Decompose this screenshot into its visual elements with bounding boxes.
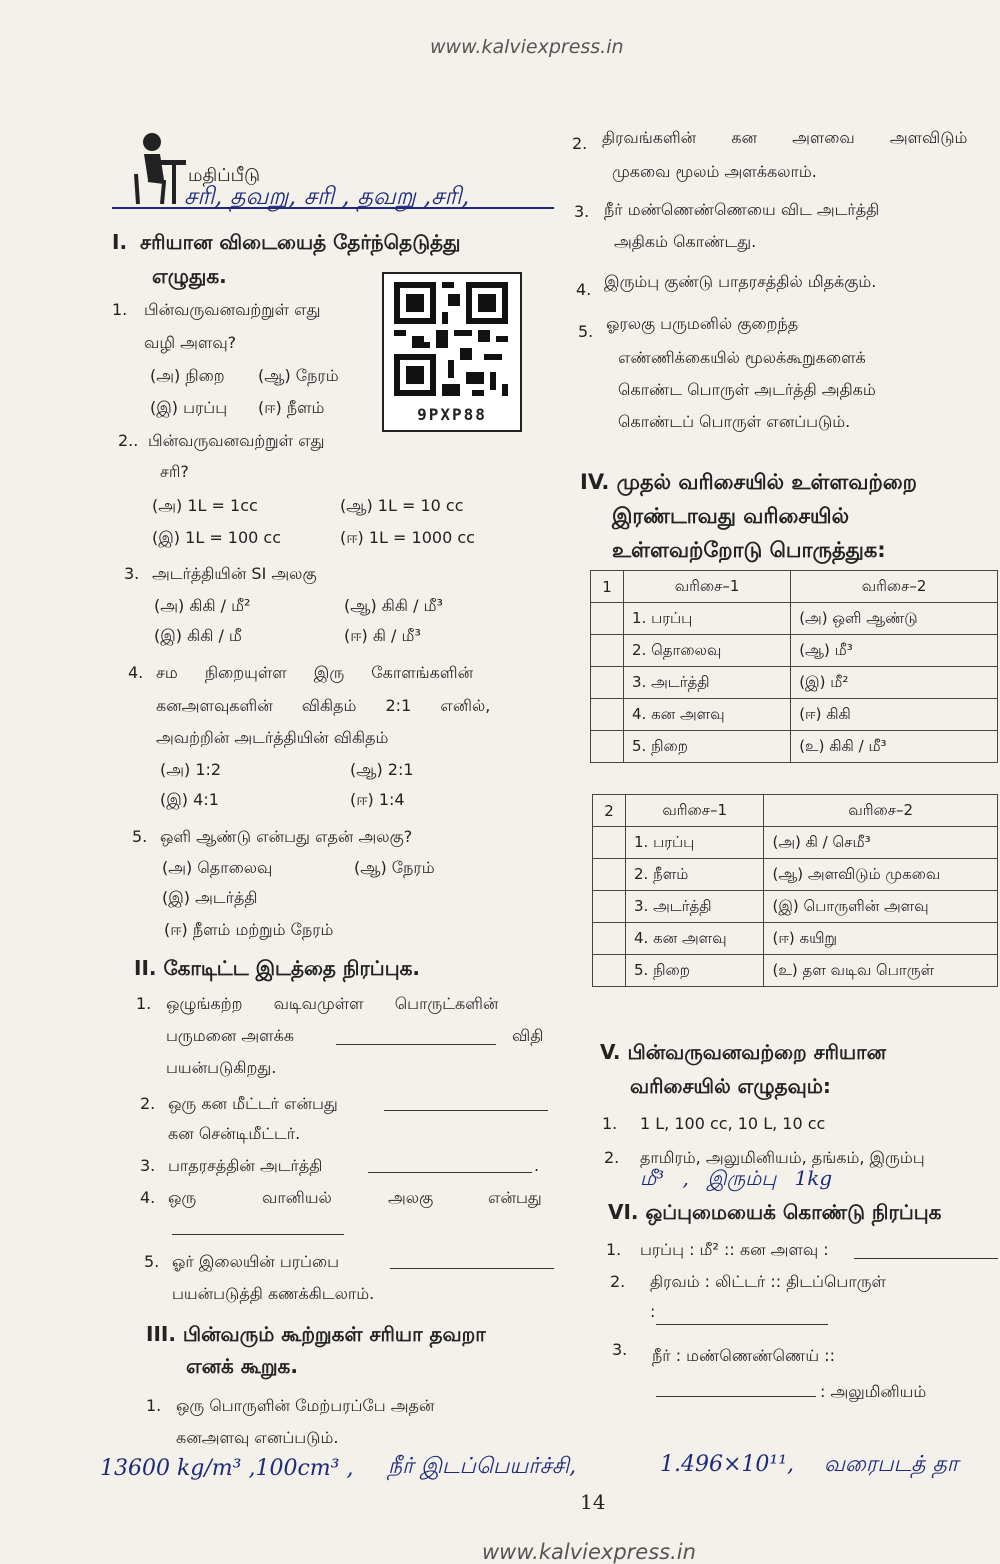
q5-number: 5. [132, 827, 148, 846]
table1-header-col2: வரிசை–2 [791, 571, 998, 603]
hand-answer-3: 1.496×10¹¹, [660, 1452, 795, 1477]
table2-row3-col2: (இ) பொருளின் அளவு [764, 891, 998, 923]
table1-row3-col2: (இ) மீ² [791, 667, 998, 699]
table1-row5-col2: (உ) கிகி / மீ³ [791, 731, 998, 763]
q1-text: பின்வருவனவற்றுள் எது [144, 300, 321, 319]
hand-answer-2: நீர் இடப்பெயர்ச்சி, [388, 1454, 577, 1479]
table1-header-col1: வரிசை–1 [624, 571, 791, 603]
s3q4-text: இரும்பு குண்டு பாதரசத்தில் மிதக்கும். [604, 272, 877, 291]
table1-row5-col1: 5. நிறை [624, 731, 791, 763]
s5q2-text: தாமிரம், அலுமினியம், தங்கம், இரும்பு [640, 1148, 925, 1167]
table2-row2-col1: 2. நீளம் [626, 859, 764, 891]
q4-text-line2: கனஅளவுகளின் விகிதம் 2:1 எனில், [156, 696, 491, 715]
table1-row-spacer [591, 731, 624, 763]
table2-row2-col2: (ஆ) அளவிடும் முகவை [764, 859, 998, 891]
intro-title: மதிப்பீடு [188, 165, 261, 186]
table1-row1-col1: 1. பரப்பு [624, 603, 791, 635]
table1-row1-col2: (அ) ஒளி ஆண்டு [791, 603, 998, 635]
table1-row-spacer [591, 667, 624, 699]
sec4-title: IV. முதல் வரிசையில் உள்ளவற்றை [580, 470, 917, 494]
q2-option-c: (இ) 1L = 100 cc [152, 528, 282, 547]
qr-pattern [394, 282, 508, 396]
s2q3-blank[interactable] [368, 1172, 532, 1173]
s3q1-text-line2: கனஅளவு எனப்படும். [176, 1428, 339, 1447]
q3-text: அடர்த்தியின் SI அலகு [152, 564, 317, 583]
s2q2-text: ஒரு கன மீட்டர் என்பது [168, 1094, 338, 1113]
table2-row-spacer [593, 859, 626, 891]
s3q2-text: திரவங்களின் கன அளவை அளவிடும் [602, 128, 968, 147]
s2q5-number: 5. [144, 1252, 160, 1271]
q4-text: சம நிறையுள்ள இரு கோளங்களின் [156, 663, 474, 682]
s2q2-number: 2. [140, 1094, 156, 1113]
s2q2-text-line2: கன சென்டிமீட்டர். [168, 1124, 301, 1143]
s6q1-text: பரப்பு : மீ² :: கன அளவு : [640, 1240, 829, 1259]
s2q4-word4: என்பது [488, 1188, 542, 1207]
q4-option-a: (அ) 1:2 [160, 760, 222, 779]
s2q1-text-line3: பயன்படுகிறது. [166, 1058, 277, 1077]
s2q4-word1: ஒரு [168, 1188, 197, 1207]
q5-text: ஒளி ஆண்டு என்பது எதன் அலகு? [160, 827, 413, 846]
s6q3-text: நீர் : மண்ணெண்ணெய் :: [652, 1346, 835, 1365]
sec5-title-line2: வரிசையில் எழுதவும்: [630, 1074, 831, 1098]
s2q2-blank[interactable] [384, 1110, 548, 1111]
match-table-2 [592, 794, 998, 987]
s5-handwritten-answer: மீ³ , இரும்பு 1kg [640, 1166, 833, 1190]
q3-number: 3. [124, 564, 140, 583]
s6q3-text-line2: : அலுமினியம் [820, 1382, 927, 1401]
q3-option-c: (இ) கிகி / மீ [154, 626, 242, 645]
s6q2-text: திரவம் : லிட்டர் :: திடப்பொருள் [650, 1272, 886, 1291]
table2-row-spacer [593, 923, 626, 955]
table1-row-spacer [591, 635, 624, 667]
s2q4-word2: வானியல் [262, 1188, 332, 1207]
s3q1-text: ஒரு பொருளின் மேற்பரப்பே அதன் [176, 1396, 435, 1415]
s3q5-text-line2: எண்ணிக்கையில் மூலக்கூறுகளைக் [618, 348, 866, 367]
footer-url: www.kalviexpress.in [482, 1540, 696, 1564]
sec4-title-line3: உள்ளவற்றோடு பொருத்துக: [612, 538, 886, 562]
s3q2-number: 2. [572, 134, 588, 153]
s3q5-text-line3: கொண்ட பொருள் அடர்த்தி அதிகம் [618, 380, 876, 399]
s2q3-text: பாதரசத்தின் அடர்த்தி [168, 1156, 323, 1175]
table1-row4-col2: (ஈ) கிகி [791, 699, 998, 731]
table2-row5-col2: (உ) தள வடிவ பொருள் [764, 955, 998, 987]
s5q1-text: 1 L, 100 cc, 10 L, 10 cc [640, 1114, 826, 1133]
q2-option-b: (ஆ) 1L = 10 cc [340, 496, 464, 515]
s2q3-end: . [534, 1156, 540, 1175]
s6q1-number: 1. [606, 1240, 622, 1259]
table1-row3-col1: 3. அடர்த்தி [624, 667, 791, 699]
q1-number: 1. [112, 300, 128, 319]
s6q3-blank[interactable] [656, 1396, 816, 1397]
q5-option-d: (ஈ) நீளம் மற்றும் நேரம் [164, 920, 334, 939]
table2-row1-col2: (அ) கி / செமீ³ [764, 827, 998, 859]
sec2-title: II. கோடிட்ட இடத்தை நிரப்புக. [134, 956, 420, 980]
q2-option-d: (ஈ) 1L = 1000 cc [340, 528, 475, 547]
s5q2-number: 2. [604, 1148, 620, 1167]
s3q5-number: 5. [578, 322, 594, 341]
s2q1-blank[interactable] [336, 1044, 496, 1045]
s2q5-text: ஓர் இலையின் பரப்பை [172, 1252, 339, 1271]
q5-option-a: (அ) தொலைவு [162, 858, 273, 877]
s6q2-blank[interactable] [656, 1324, 828, 1325]
qr-code-label: 9PXP88 [417, 405, 487, 424]
hand-answer-1: 13600 kg/m³ ,100cm³ , [100, 1456, 354, 1481]
s6q1-blank[interactable] [854, 1258, 998, 1259]
s2q1-number: 1. [136, 994, 152, 1013]
q2-text: பின்வருவனவற்றுள் எது [148, 431, 325, 450]
table1-row-spacer [591, 603, 624, 635]
sec6-title: VI. ஒப்புமையைக் கொண்டு நிரப்புக [608, 1200, 942, 1224]
s6q3-number: 3. [612, 1340, 628, 1359]
s3q4-number: 4. [576, 280, 592, 299]
table2-row-spacer [593, 891, 626, 923]
q1-option-b: (ஆ) நேரம் [258, 366, 339, 385]
s5q1-number: 1. [602, 1114, 618, 1133]
sec4-title-line2: இரண்டாவது வரிசையில் [612, 504, 849, 528]
s2q1-rule-word: விதி [512, 1026, 544, 1045]
s2q1-text: ஒழுங்கற்ற வடிவமுள்ள பொருட்களின் [166, 994, 499, 1013]
sec1-title-line2: எழுதுக. [152, 264, 227, 288]
q1-option-a: (அ) நிறை [150, 366, 225, 385]
table2-row4-col2: (ஈ) கயிறு [764, 923, 998, 955]
s3q1-number: 1. [146, 1396, 162, 1415]
s2q3-number: 3. [140, 1156, 156, 1175]
s3q2-text-line2: முகவை மூலம் அளக்கலாம். [612, 162, 817, 181]
table1-row4-col1: 4. கன அளவு [624, 699, 791, 731]
table2-header-col2: வரிசை–2 [764, 795, 998, 827]
table1-row2-col1: 2. தொலைவு [624, 635, 791, 667]
student-desk-icon [130, 130, 188, 212]
s2q1-text-line2: பருமனை அளக்க [166, 1026, 295, 1045]
q4-option-b: (ஆ) 2:1 [350, 760, 414, 779]
s3q3-text: நீர் மண்ணெண்ணெயை விட அடர்த்தி [604, 200, 880, 219]
s2q4-word3: அலகு [388, 1188, 434, 1207]
sec3-title: III. பின்வரும் கூற்றுகள் சரியா தவறா [146, 1322, 486, 1346]
q4-option-d: (ஈ) 1:4 [350, 790, 405, 809]
intro-handwritten-answers: சரி, தவறு, சரி , தவறு ,சரி, [184, 182, 470, 210]
sec3-title-line2: எனக் கூறுக. [186, 1354, 298, 1378]
s6q2-number: 2. [610, 1272, 626, 1291]
s2q5-blank[interactable] [390, 1268, 554, 1269]
q3-option-b: (ஆ) கிகி / மீ³ [344, 596, 443, 615]
table1-row-spacer [591, 699, 624, 731]
s2q4-number: 4. [140, 1188, 156, 1207]
s6q2-colon: : [650, 1302, 656, 1321]
intro-underline [112, 207, 554, 209]
s3q3-number: 3. [574, 202, 590, 221]
q5-option-b: (ஆ) நேரம் [354, 858, 435, 877]
s2q5-text-line2: பயன்படுத்தி கணக்கிடலாம். [172, 1284, 375, 1303]
s2q4-blank[interactable] [172, 1234, 344, 1235]
q3-option-d: (ஈ) கி / மீ³ [344, 626, 421, 645]
hand-answer-4: வரைபடத் தா [824, 1452, 959, 1477]
q3-option-a: (அ) கிகி / மீ² [154, 596, 251, 615]
table2-header-col1: வரிசை–1 [626, 795, 764, 827]
q1-option-c: (இ) பரப்பு [150, 398, 228, 417]
q4-option-c: (இ) 4:1 [160, 790, 219, 809]
q5-option-c: (இ) அடர்த்தி [162, 888, 258, 907]
table2-row-spacer [593, 955, 626, 987]
s3q5-text-line4: கொண்டப் பொருள் எனப்படும். [618, 412, 851, 431]
header-url: www.kalviexpress.in [430, 36, 624, 58]
q2-option-a: (அ) 1L = 1cc [152, 496, 258, 515]
sec1-number: I. [112, 230, 128, 254]
page-number: 14 [580, 1490, 606, 1514]
s3q5-text: ஓரலகு பருமனில் குறைந்த [606, 314, 799, 333]
q1-text-line2: வழி அளவு? [144, 333, 237, 352]
q1-option-d: (ஈ) நீளம் [258, 398, 325, 417]
sec5-title: V. பின்வருவனவற்றை சரியான [600, 1040, 887, 1064]
q4-number: 4. [128, 663, 144, 682]
s3q3-text-line2: அதிகம் கொண்டது. [614, 232, 757, 251]
table1-number: 1 [591, 571, 624, 603]
q2-text-line2: சரி? [160, 462, 189, 481]
table2-row4-col1: 4. கன அளவு [626, 923, 764, 955]
table2-number: 2 [593, 795, 626, 827]
table2-row-spacer [593, 827, 626, 859]
table1-row2-col2: (ஆ) மீ³ [791, 635, 998, 667]
table2-row5-col1: 5. நிறை [626, 955, 764, 987]
q2-number: 2.. [118, 431, 139, 450]
table2-row3-col1: 3. அடர்த்தி [626, 891, 764, 923]
sec1-title: சரியான விடையைத் தேர்ந்தெடுத்து [140, 230, 461, 254]
match-table-1 [590, 570, 998, 763]
qr-code[interactable] [382, 272, 522, 432]
table2-row1-col1: 1. பரப்பு [626, 827, 764, 859]
q4-text-line3: அவற்றின் அடர்த்தியின் விகிதம் [156, 728, 389, 747]
